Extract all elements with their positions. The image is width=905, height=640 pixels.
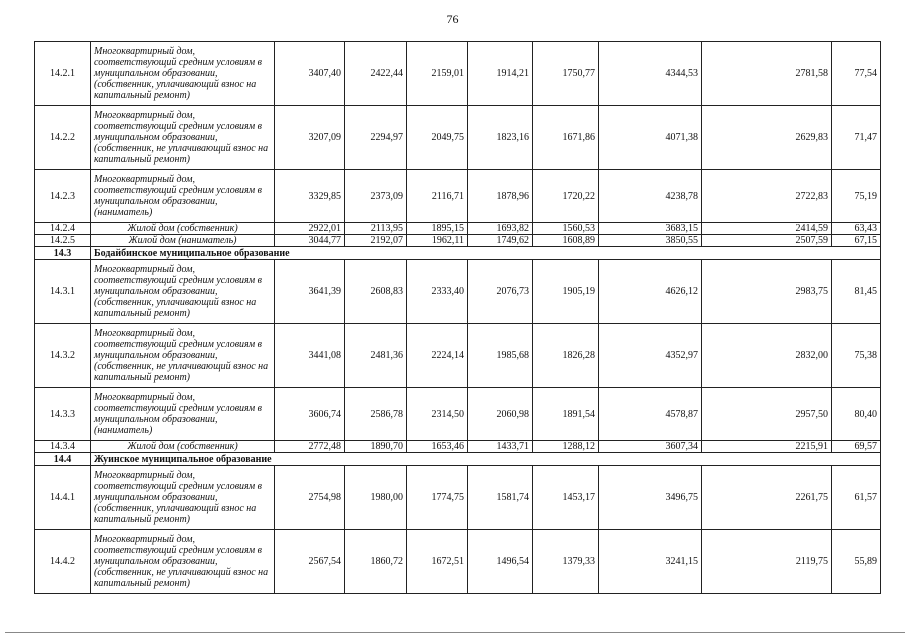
value-cell: 3207,09 (275, 106, 345, 170)
value-cell: 2567,54 (275, 530, 345, 594)
value-cell: 2722,83 (702, 170, 832, 223)
page-number: 76 (446, 12, 459, 26)
value-cell: 55,89 (832, 530, 881, 594)
value-cell: 2060,98 (468, 388, 533, 441)
value-cell: 2294,97 (345, 106, 407, 170)
table-body (35, 42, 881, 594)
value-cell: 2192,07 (345, 235, 407, 247)
value-cell: 2507,59 (702, 235, 832, 247)
value-cell: 2333,40 (407, 260, 468, 324)
row-description: Жилой дом (собственник) (91, 441, 275, 453)
value-cell: 4071,38 (599, 106, 702, 170)
row-description: Многоквартирный дом, соответствующий средним условиям в муниципальном образовании, (собственник, уплачивающий взнос на капитальный ремонт) (91, 466, 275, 530)
value-cell: 1581,74 (468, 466, 533, 530)
value-cell: 67,15 (832, 235, 881, 247)
value-cell: 1653,46 (407, 441, 468, 453)
page-edge-line (5, 632, 905, 633)
row-number: 14.2.5 (35, 235, 91, 247)
value-cell: 1720,22 (533, 170, 599, 223)
value-cell: 75,38 (832, 324, 881, 388)
row-number: 14.4.2 (35, 530, 91, 594)
value-cell: 2261,75 (702, 466, 832, 530)
value-cell: 3329,85 (275, 170, 345, 223)
table-row (35, 170, 881, 223)
value-cell: 1914,21 (468, 42, 533, 106)
row-number: 14.2.1 (35, 42, 91, 106)
row-description: Жилой дом (собственник) (91, 223, 275, 235)
value-cell: 1672,51 (407, 530, 468, 594)
value-cell: 1433,71 (468, 441, 533, 453)
value-cell: 2957,50 (702, 388, 832, 441)
value-cell: 1895,15 (407, 223, 468, 235)
row-number: 14.3.2 (35, 324, 91, 388)
value-cell: 3850,55 (599, 235, 702, 247)
section-row (35, 247, 881, 260)
row-number: 14.3.3 (35, 388, 91, 441)
value-cell: 4578,87 (599, 388, 702, 441)
value-cell: 2113,95 (345, 223, 407, 235)
value-cell: 4238,78 (599, 170, 702, 223)
section-number: 14.3 (35, 247, 91, 260)
value-cell: 69,57 (832, 441, 881, 453)
value-cell: 1379,33 (533, 530, 599, 594)
value-cell: 1750,77 (533, 42, 599, 106)
value-cell: 2049,75 (407, 106, 468, 170)
value-cell: 2119,75 (702, 530, 832, 594)
row-number: 14.2.3 (35, 170, 91, 223)
value-cell: 2586,78 (345, 388, 407, 441)
value-cell: 81,45 (832, 260, 881, 324)
row-description: Жилой дом (наниматель) (91, 235, 275, 247)
value-cell: 1985,68 (468, 324, 533, 388)
value-cell: 3496,75 (599, 466, 702, 530)
value-cell: 2116,71 (407, 170, 468, 223)
value-cell: 2481,36 (345, 324, 407, 388)
value-cell: 2224,14 (407, 324, 468, 388)
table-row (35, 42, 881, 106)
table-row (35, 466, 881, 530)
row-description: Многоквартирный дом, соответствующий средним условиям в муниципальном образовании, (наниматель) (91, 388, 275, 441)
value-cell: 2414,59 (702, 223, 832, 235)
value-cell: 1774,75 (407, 466, 468, 530)
value-cell: 3241,15 (599, 530, 702, 594)
row-number: 14.3.1 (35, 260, 91, 324)
table-row (35, 530, 881, 594)
value-cell: 1693,82 (468, 223, 533, 235)
table-row (35, 324, 881, 388)
section-title: Бодайбинское муниципальное образование (91, 247, 881, 260)
table-row (35, 235, 881, 247)
table-row (35, 260, 881, 324)
section-row (35, 453, 881, 466)
value-cell: 2159,01 (407, 42, 468, 106)
row-description: Многоквартирный дом, соответствующий средним условиям в муниципальном образовании, (собственник, не уплачивающий взнос на капитальный ремонт) (91, 324, 275, 388)
value-cell: 2922,01 (275, 223, 345, 235)
value-cell: 2754,98 (275, 466, 345, 530)
value-cell: 1962,11 (407, 235, 468, 247)
value-cell: 77,54 (832, 42, 881, 106)
value-cell: 3044,77 (275, 235, 345, 247)
row-description: Многоквартирный дом, соответствующий средним условиям в муниципальном образовании, (собственник, уплачивающий взнос на капитальный ремонт) (91, 260, 275, 324)
value-cell: 2781,58 (702, 42, 832, 106)
value-cell: 2373,09 (345, 170, 407, 223)
value-cell: 4344,53 (599, 42, 702, 106)
row-number: 14.2.4 (35, 223, 91, 235)
value-cell: 80,40 (832, 388, 881, 441)
value-cell: 1749,62 (468, 235, 533, 247)
value-cell: 4626,12 (599, 260, 702, 324)
value-cell: 1980,00 (345, 466, 407, 530)
tariff-table (34, 41, 881, 594)
value-cell: 1878,96 (468, 170, 533, 223)
value-cell: 1860,72 (345, 530, 407, 594)
value-cell: 2314,50 (407, 388, 468, 441)
value-cell: 2608,83 (345, 260, 407, 324)
section-number: 14.4 (35, 453, 91, 466)
value-cell: 3407,40 (275, 42, 345, 106)
table-row (35, 223, 881, 235)
value-cell: 4352,97 (599, 324, 702, 388)
value-cell: 2215,91 (702, 441, 832, 453)
value-cell: 61,57 (832, 466, 881, 530)
value-cell: 1288,12 (533, 441, 599, 453)
row-description: Многоквартирный дом, соответствующий средним условиям в муниципальном образовании, (наниматель) (91, 170, 275, 223)
value-cell: 1608,89 (533, 235, 599, 247)
value-cell: 2983,75 (702, 260, 832, 324)
value-cell: 1890,70 (345, 441, 407, 453)
value-cell: 3441,08 (275, 324, 345, 388)
value-cell: 3641,39 (275, 260, 345, 324)
row-description: Многоквартирный дом, соответствующий средним условиям в муниципальном образовании, (собственник, не уплачивающий взнос на капитальный ремонт) (91, 106, 275, 170)
value-cell: 63,43 (832, 223, 881, 235)
table-row (35, 106, 881, 170)
row-description: Многоквартирный дом, соответствующий средним условиям в муниципальном образовании, (собственник, не уплачивающий взнос на капитальный ремонт) (91, 530, 275, 594)
table-row (35, 388, 881, 441)
value-cell: 2629,83 (702, 106, 832, 170)
value-cell: 3683,15 (599, 223, 702, 235)
row-description: Многоквартирный дом, соответствующий средним условиям в муниципальном образовании, (собственник, уплачивающий взнос на капитальный ремонт) (91, 42, 275, 106)
section-title: Жуинское муниципальное образование (91, 453, 881, 466)
row-number: 14.2.2 (35, 106, 91, 170)
value-cell: 1560,53 (533, 223, 599, 235)
row-number: 14.3.4 (35, 441, 91, 453)
value-cell: 1823,16 (468, 106, 533, 170)
value-cell: 2422,44 (345, 42, 407, 106)
value-cell: 3606,74 (275, 388, 345, 441)
value-cell: 1496,54 (468, 530, 533, 594)
value-cell: 1671,86 (533, 106, 599, 170)
value-cell: 1905,19 (533, 260, 599, 324)
table-row (35, 441, 881, 453)
value-cell: 1891,54 (533, 388, 599, 441)
value-cell: 3607,34 (599, 441, 702, 453)
value-cell: 2772,48 (275, 441, 345, 453)
value-cell: 1826,28 (533, 324, 599, 388)
row-number: 14.4.1 (35, 466, 91, 530)
value-cell: 75,19 (832, 170, 881, 223)
value-cell: 71,47 (832, 106, 881, 170)
value-cell: 1453,17 (533, 466, 599, 530)
value-cell: 2076,73 (468, 260, 533, 324)
value-cell: 2832,00 (702, 324, 832, 388)
